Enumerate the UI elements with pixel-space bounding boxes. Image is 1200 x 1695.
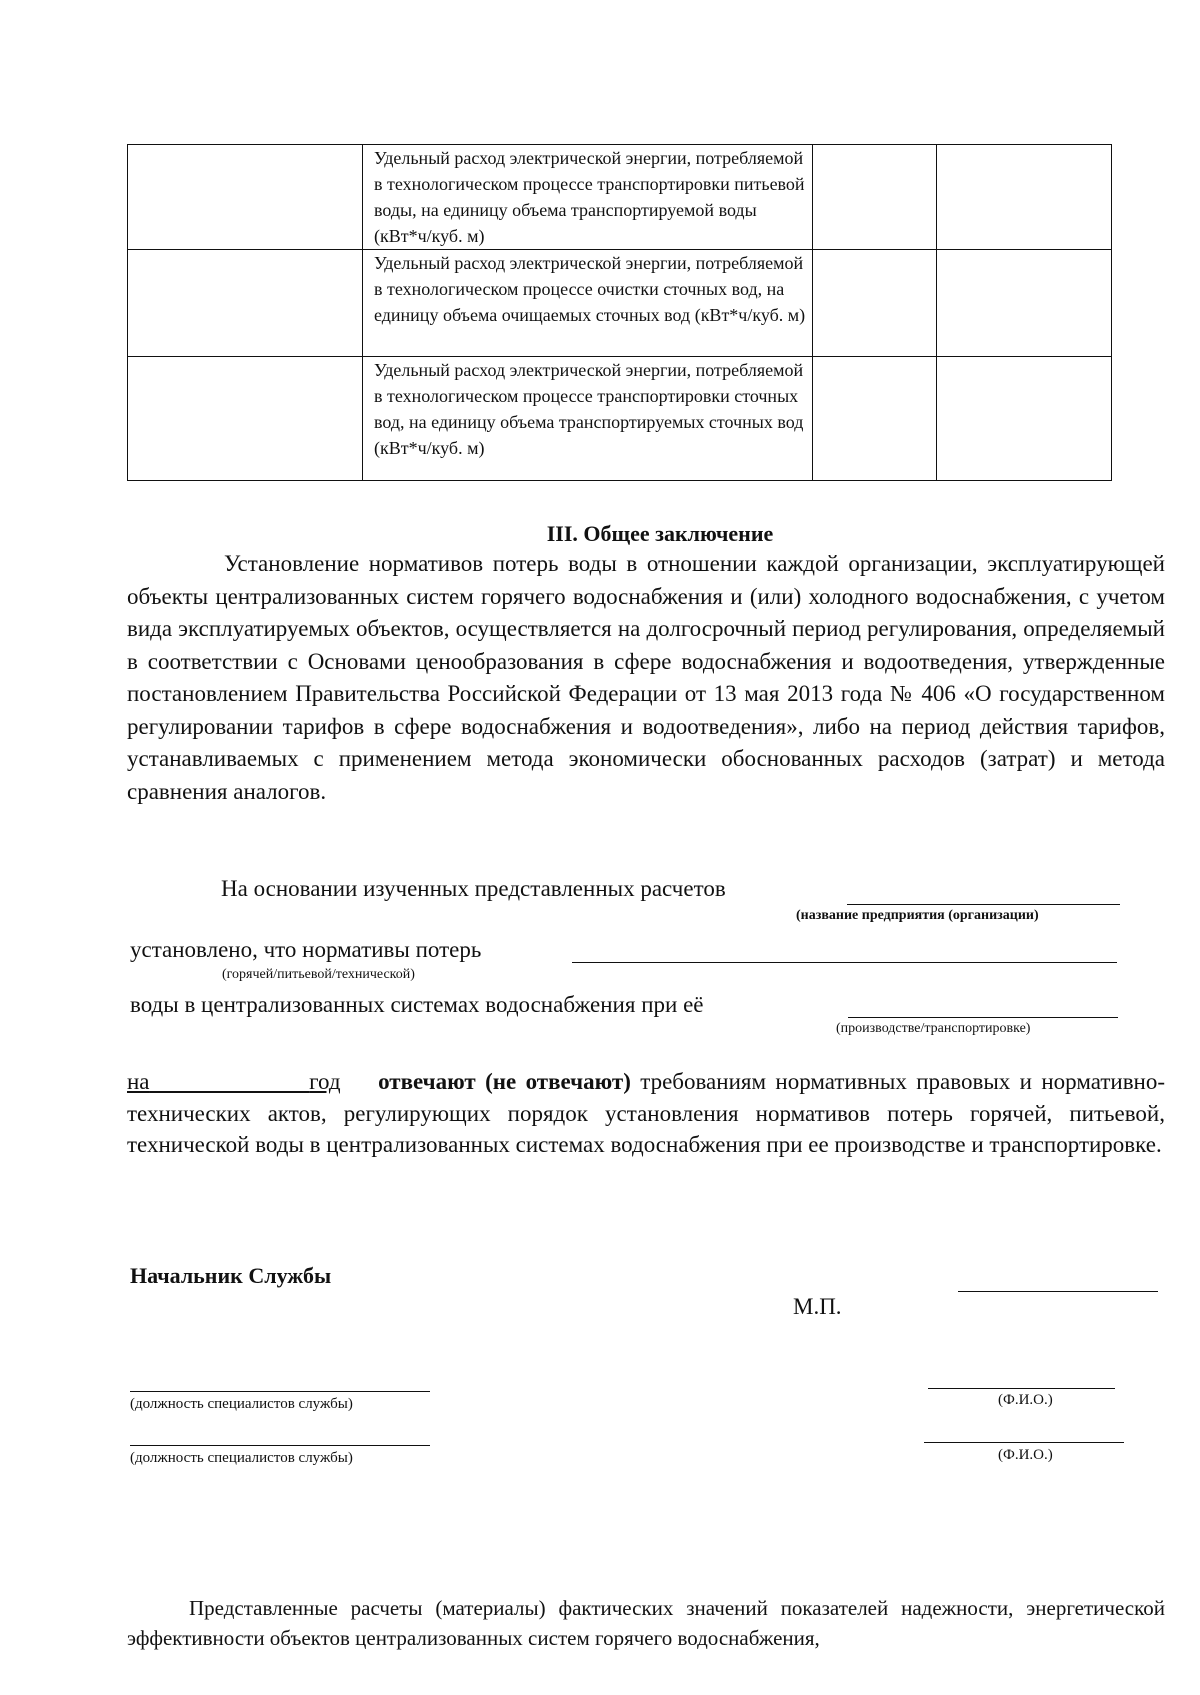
year-prefix: на: [127, 1069, 150, 1094]
name-caption: (Ф.И.О.): [998, 1392, 1053, 1408]
table-cell-empty: [128, 145, 363, 250]
footer-paragraph: Представленные расчеты (материалы) фактических значений показателей надежности, энергетической эффективности объектов централизованных систем горячего водоснабжения,: [127, 1596, 1165, 1650]
table-cell-empty: [128, 357, 363, 481]
conclusion-bold: отвечают (не отвечают): [378, 1069, 631, 1094]
table-cell-value: [813, 357, 937, 481]
section-heading: III. Общее заключение: [546, 521, 774, 546]
organization-blank[interactable]: [847, 904, 1120, 905]
table-cell-value: [937, 145, 1112, 250]
conclusion-text: требованиям нормативных правовых и нормативно-технических актов, регулирующих порядок установления нормативов потерь горячей, питьевой, технической воды в централизованных системах водоснабжения при ее производстве и транспортировке.: [127, 1069, 1166, 1157]
table-cell-value: [813, 145, 937, 250]
conclusion-paragraph: [127, 1066, 1165, 1161]
table-cell-description: Удельный расход электрической энергии, потребляемой в технологическом процессе транспортировки питьевой воды, на единицу объема транспортируемой воды (кВт*ч/куб. м): [363, 145, 813, 250]
stamp-label: М.П.: [793, 1294, 842, 1319]
table-cell-empty: [128, 250, 363, 357]
table-cell-value: [937, 357, 1112, 481]
year-blank[interactable]: [150, 1069, 310, 1094]
table-row: [128, 145, 1112, 250]
name-caption: (Ф.И.О.): [998, 1447, 1053, 1463]
table-cell-description: Удельный расход электрической энергии, потребляемой в технологическом процессе транспортировки сточных вод, на единицу объема транспортируемых сточных вод (кВт*ч/куб. м): [363, 357, 813, 481]
head-signature-line[interactable]: [958, 1291, 1158, 1292]
specialist-name-line[interactable]: [928, 1388, 1115, 1389]
table-cell-value: [937, 250, 1112, 357]
table-row: [128, 357, 1112, 481]
form-line-norms: установлено, что нормативы потерь: [130, 937, 482, 962]
head-title: Начальник Службы: [130, 1263, 332, 1288]
form-line-calculations: На основании изученных представленных расчетов: [221, 876, 726, 901]
indicators-table: [127, 144, 1112, 481]
year-word: год: [309, 1069, 341, 1094]
water-type-caption: (горячей/питьевой/технической): [222, 967, 415, 982]
table-row: [128, 250, 1112, 357]
form-line-systems: воды в централизованных системах водоснабжения при её: [130, 992, 704, 1017]
table-cell-value: [813, 250, 937, 357]
process-caption: (производстве/транспортировке): [836, 1021, 1031, 1036]
section-paragraph: Установление нормативов потерь воды в отношении каждой организации, эксплуатирующей объекты централизованных систем горячего водоснабжения и (или) холодного водоснабжения, с учетом вида эксплуатируемых объектов, осуществляется на долгосрочный период регулирования, определяемый в соответствии с Основами ценообразования в сфере водоснабжения и водоотведения, утвержденные постановлением Правительства Российской Федерации от 13 мая 2013 года № 406 «О государственном регулировании тарифов в сфере водоснабжения и водоотведения», либо на период действия тарифов, устанавливаемых с применением метода экономически обоснованных расходов (затрат) и метода сравнения аналогов.: [127, 551, 1165, 804]
specialist-position-line[interactable]: [130, 1445, 430, 1446]
process-blank[interactable]: [848, 1017, 1118, 1018]
position-caption: (должность специалистов службы): [130, 1450, 353, 1466]
water-type-blank[interactable]: [572, 962, 1117, 963]
organization-caption: (название предприятия (организации): [796, 908, 1039, 923]
table-cell-description: Удельный расход электрической энергии, потребляемой в технологическом процессе очистки сточных вод, на единицу объема очищаемых сточных вод (кВт*ч/куб. м): [363, 250, 813, 357]
position-caption: (должность специалистов службы): [130, 1396, 353, 1412]
specialist-name-line[interactable]: [924, 1442, 1124, 1443]
specialist-position-line[interactable]: [130, 1391, 430, 1392]
